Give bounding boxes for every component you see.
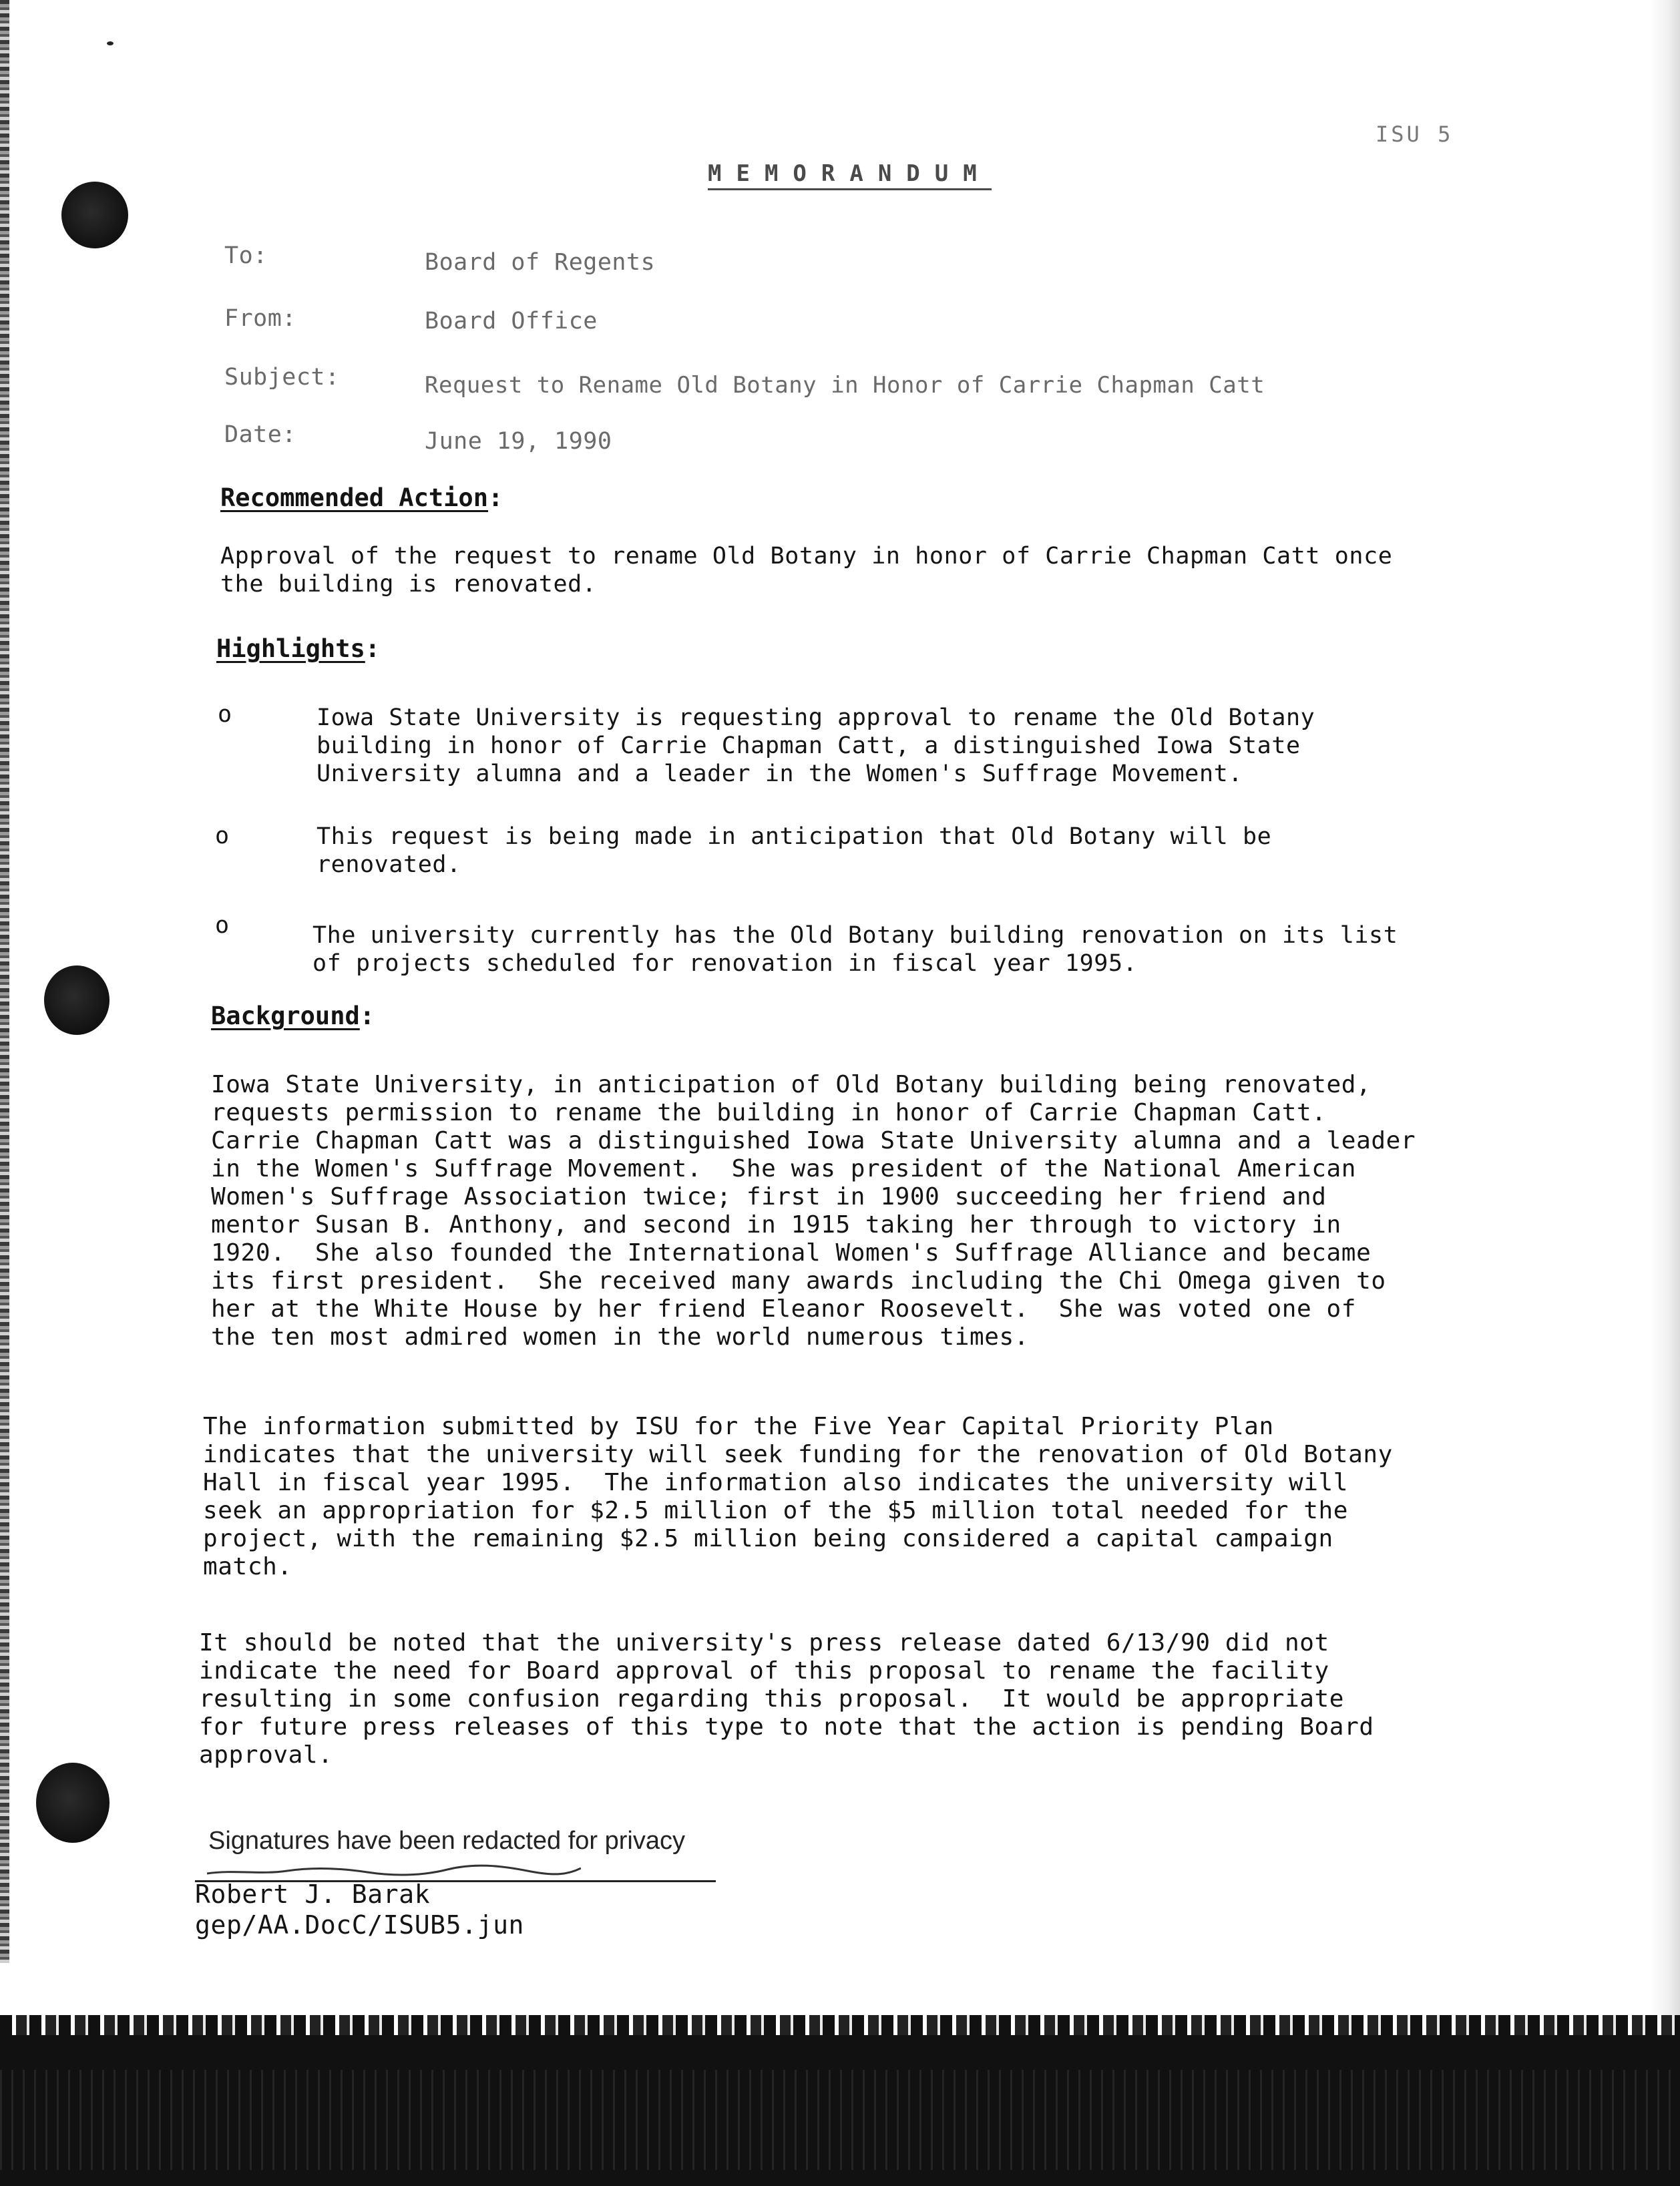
background-p2-line-4: seek an appropriation for $2.5 million of the $5 million total needed for the: [203, 1497, 1349, 1524]
signature-redaction-note: Signatures have been redacted for privacy: [208, 1827, 685, 1855]
background-p3-line-5: approval.: [199, 1741, 333, 1769]
scan-right-shadow: [1649, 0, 1680, 2030]
punch-hole-middle: [44, 965, 110, 1035]
background-p3-line-3: resulting in some confusion regarding this proposal. It would be appropriate: [199, 1685, 1345, 1713]
signature-scribble: [207, 1856, 581, 1880]
background-heading-text: Background: [211, 1002, 360, 1030]
highlight-1-line-2: building in honor of Carrie Chapman Catt, a distinguished Iowa State: [317, 732, 1301, 759]
from-value: Board Office: [425, 308, 598, 335]
background-p2-line-3: Hall in fiscal year 1995. The information also indicates the university will: [203, 1469, 1349, 1496]
background-p2-line-1: The information submitted by ISU for the Five Year Capital Priority Plan: [203, 1413, 1274, 1440]
highlight-1-line-3: University alumna and a leader in the Women's Suffrage Movement.: [317, 760, 1243, 787]
recommended-action-line-1: Approval of the request to rename Old Botany in honor of Carrie Chapman Catt once: [220, 543, 1393, 570]
highlight-3-line-2: of projects scheduled for renovation in fiscal year 1995.: [312, 950, 1138, 977]
signer-name: Robert J. Barak: [195, 1880, 431, 1909]
background-p1-line-1: Iowa State University, in anticipation of Old Botany building being renovated,: [211, 1071, 1372, 1098]
highlight-bullet-2: o: [215, 823, 230, 849]
background-heading: Background:: [211, 1002, 375, 1030]
recommended-action-heading-text: Recommended Action: [220, 483, 488, 512]
background-p3-line-1: It should be noted that the university's press release dated 6/13/90 did not: [199, 1629, 1329, 1657]
background-p3-line-2: indicate the need for Board approval of this proposal to rename the facility: [199, 1657, 1329, 1685]
punch-hole-top: [61, 182, 128, 248]
background-p1-line-6: mentor Susan B. Anthony, and second in 1915 taking her through to victory in: [211, 1211, 1341, 1239]
background-p3-line-4: for future press releases of this type to note that the action is pending Board: [199, 1713, 1374, 1741]
highlight-bullet-3: o: [215, 912, 230, 939]
highlights-heading: Highlights:: [216, 634, 381, 663]
background-p1-line-5: Women's Suffrage Association twice; first in 1900 succeeding her friend and: [211, 1183, 1327, 1211]
punch-hole-bottom: [36, 1763, 110, 1843]
background-p2-line-5: project, with the remaining $2.5 million being considered a capital campaign: [203, 1525, 1333, 1552]
recommended-action-line-2: the building is renovated.: [220, 571, 597, 598]
background-p1-line-3: Carrie Chapman Catt was a distinguished Iowa State University alumna and a leader: [211, 1127, 1416, 1154]
to-value: Board of Regents: [425, 249, 656, 276]
date-value: June 19, 1990: [425, 428, 612, 455]
background-p2-line-6: match.: [203, 1553, 292, 1580]
background-p1-line-8: its first president. She received many awards including the Chi Omega given to: [211, 1267, 1386, 1295]
from-label: From:: [224, 305, 296, 332]
document-reference: gep/AA.DocC/ISUB5.jun: [195, 1910, 525, 1940]
background-p1-line-2: requests permission to rename the building in honor of Carrie Chapman Catt.: [211, 1099, 1327, 1126]
subject-value: Request to Rename Old Botany in Honor of Carrie Chapman Catt: [425, 372, 1265, 399]
scan-left-edge: [0, 0, 9, 1963]
highlight-2-line-1: This request is being made in anticipation that Old Botany will be: [317, 823, 1272, 850]
recommended-action-heading: Recommended Action:: [220, 483, 503, 512]
highlight-2-line-2: renovated.: [317, 851, 461, 878]
highlight-3-line-1: The university currently has the Old Botany building renovation on its list: [312, 922, 1398, 949]
page-number: ISU 5: [1376, 122, 1454, 147]
date-label: Date:: [224, 421, 296, 448]
scan-bottom-edge: [0, 2030, 1680, 2186]
background-p1-line-7: 1920. She also founded the International Women's Suffrage Alliance and became: [211, 1239, 1372, 1267]
to-label: To:: [224, 242, 268, 269]
background-p1-line-10: the ten most admired women in the world numerous times.: [211, 1323, 1030, 1351]
background-p1-line-9: her at the White House by her friend Eleanor Roosevelt. She was voted one of: [211, 1295, 1357, 1323]
background-p2-line-2: indicates that the university will seek funding for the renovation of Old Botany: [203, 1441, 1393, 1468]
highlight-1-line-1: Iowa State University is requesting approval to rename the Old Botany: [317, 704, 1315, 731]
highlights-heading-text: Highlights: [216, 634, 365, 663]
highlight-bullet-1: o: [218, 701, 232, 728]
subject-label: Subject:: [224, 364, 340, 391]
memo-title: MEMORANDUM: [708, 160, 992, 190]
scan-speck: [107, 41, 114, 45]
background-p1-line-4: in the Women's Suffrage Movement. She was president of the National American: [211, 1155, 1357, 1182]
